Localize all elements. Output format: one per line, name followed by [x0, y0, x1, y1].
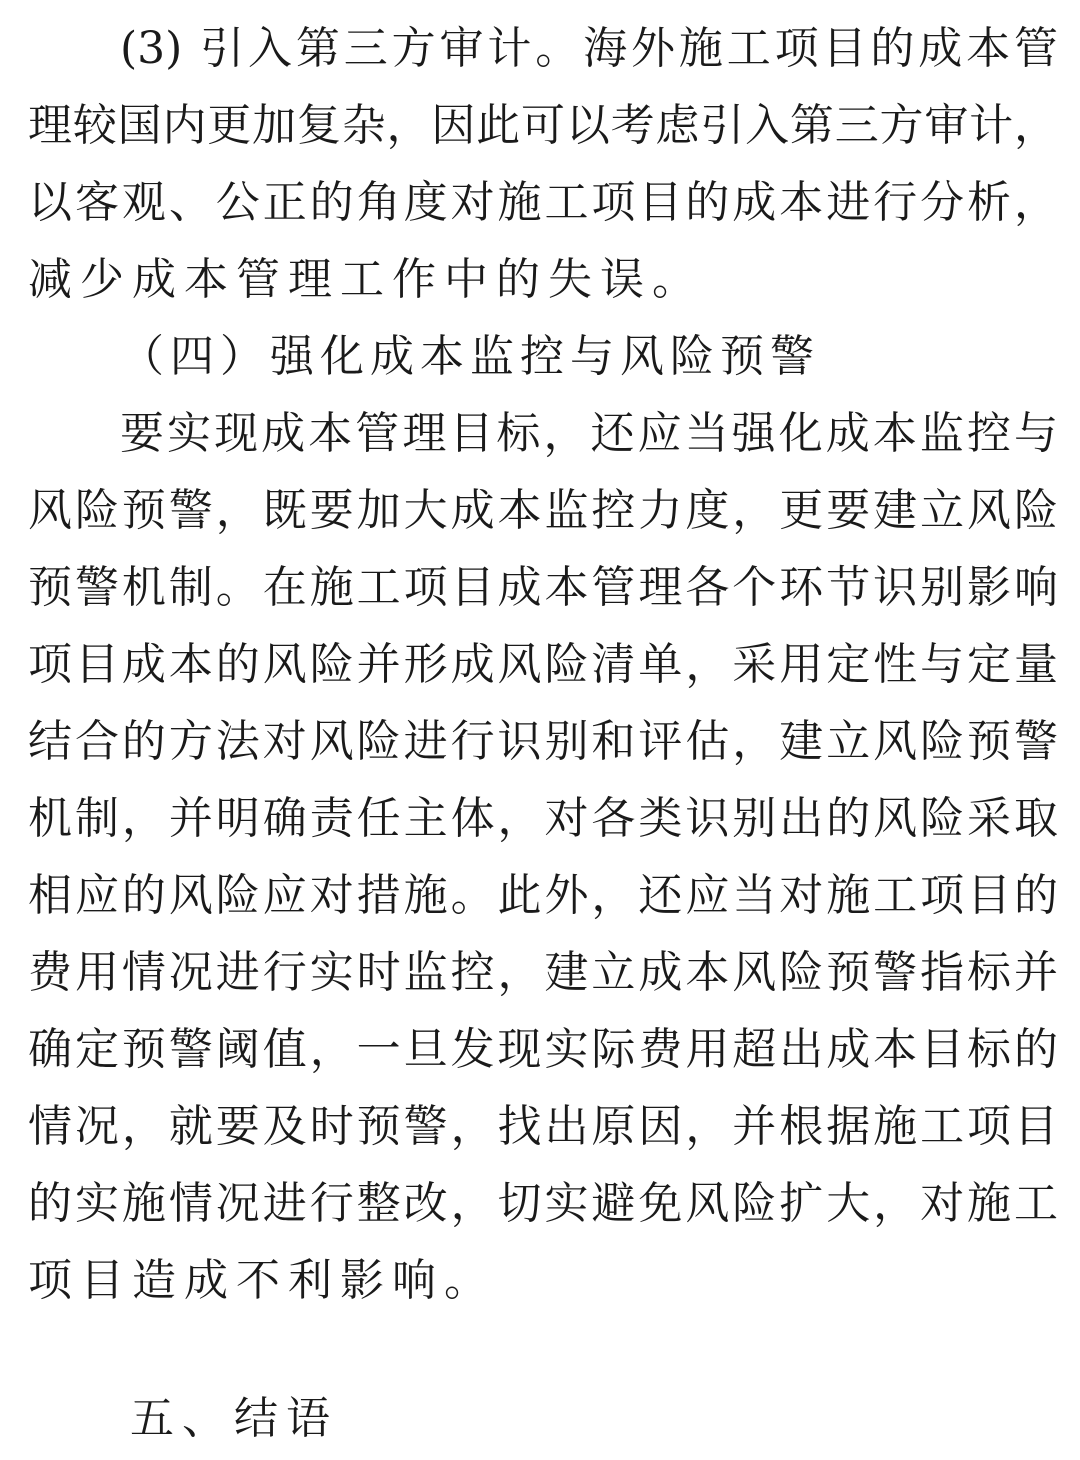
- section-heading-conclusion: 五、结语: [130, 1393, 338, 1444]
- paragraph-risk-line-3: 预警机制。在施工项目成本管理各个环节识别影响: [28, 562, 1058, 613]
- paragraph-risk-line-12: 项目造成不利影响。: [28, 1255, 496, 1306]
- paragraph-risk-line-4: 项目成本的风险并形成风险清单，采用定性与定量: [28, 639, 1058, 690]
- paragraph-audit-line-3: 以客观、公正的角度对施工项目的成本进行分析，: [28, 177, 1058, 228]
- paragraph-risk-line-5: 结合的方法对风险进行识别和评估，建立风险预警: [28, 716, 1058, 767]
- paragraph-risk-line-11: 的实施情况进行整改，切实避免风险扩大，对施工: [28, 1178, 1058, 1229]
- paragraph-risk-line-6: 机制，并明确责任主体，对各类识别出的风险采取: [28, 793, 1058, 844]
- paragraph-risk-line-7: 相应的风险应对措施。此外，还应当对施工项目的: [28, 870, 1058, 921]
- paragraph-risk-line-1: 要实现成本管理目标，还应当强化成本监控与: [120, 408, 1058, 459]
- paragraph-audit-line-1: (3) 引入第三方审计。海外施工项目的成本管: [120, 23, 1058, 74]
- paragraph-risk-line-9: 确定预警阈值，一旦发现实际费用超出成本目标的: [28, 1024, 1058, 1075]
- paragraph-risk-line-2: 风险预警，既要加大成本监控力度，更要建立风险: [28, 485, 1058, 536]
- paragraph-audit-line-4: 减少成本管理工作中的失误。: [28, 254, 704, 305]
- paragraph-audit-line-2: 理较国内更加复杂，因此可以考虑引入第三方审计，: [28, 100, 1058, 151]
- paragraph-risk-line-8: 费用情况进行实时监控，建立成本风险预警指标并: [28, 947, 1058, 998]
- subheading-risk-warning: （四）强化成本监控与风险预警: [120, 331, 820, 382]
- paragraph-risk-line-10: 情况，就要及时预警，找出原因，并根据施工项目: [28, 1101, 1058, 1152]
